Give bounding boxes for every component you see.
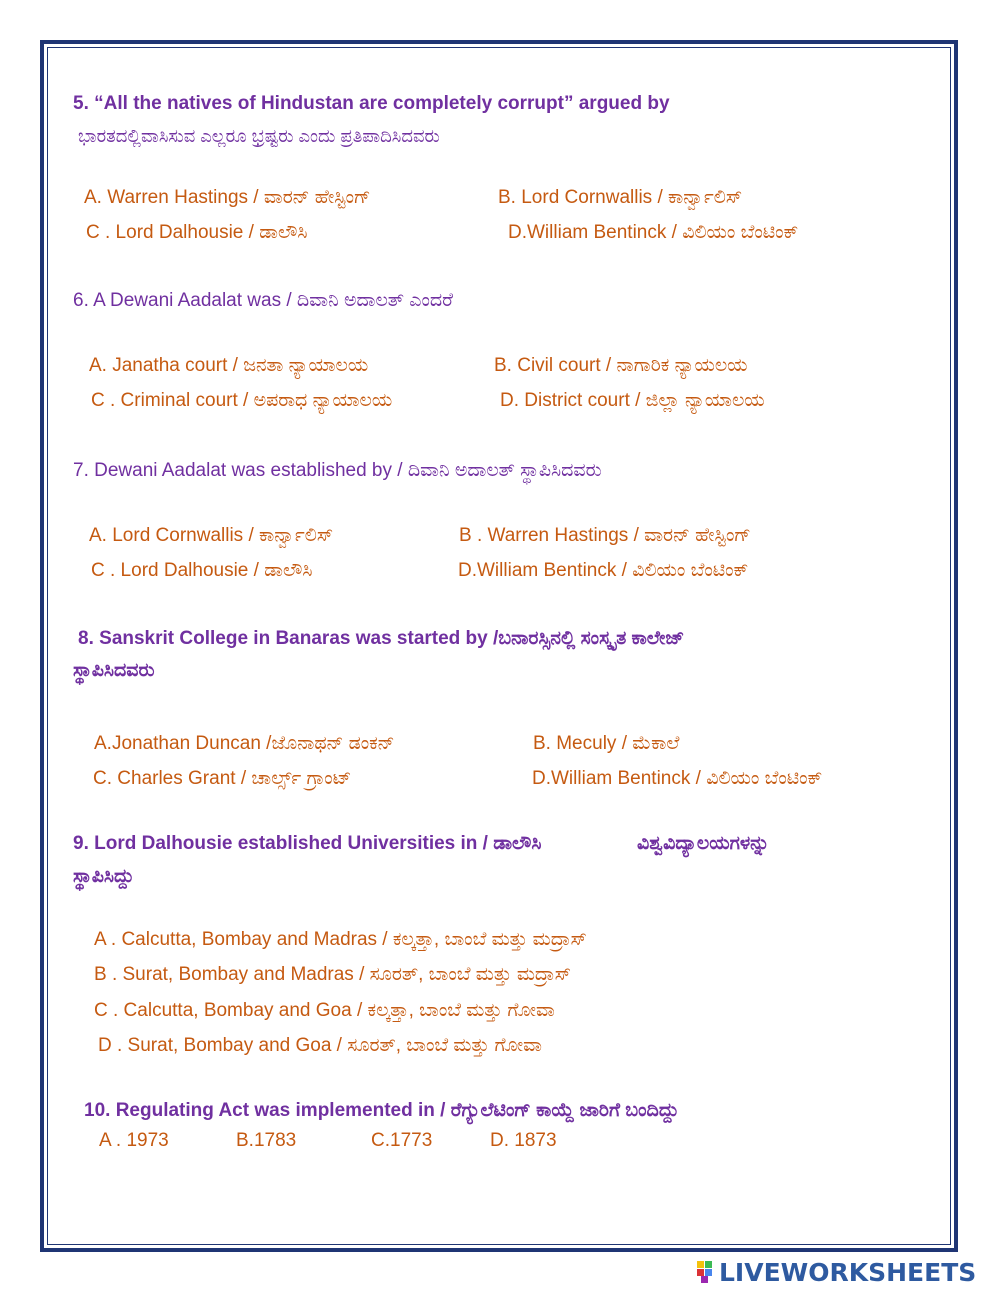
q5-option-c[interactable]: C . Lord Dalhousie / ಡಾಲೌಸಿ [86,222,308,243]
q7-option-c[interactable]: C . Lord Dalhousie / ಡಾಲೌಸಿ [91,560,313,581]
question-5-heading [73,93,670,115]
q9-option-a[interactable]: A . Calcutta, Bombay and Madras / ಕಲ್ಕತ್ತಾ, ಬಾಂಬೆ ಮತ್ತು ಮದ್ರಾಸ್ [94,929,587,950]
question-5-title: “All the natives of Hindustan are completely corrupt” argued by [94,93,670,114]
q8-option-b[interactable]: B. Meculy / ಮೆಕಾಲೆ [533,733,680,754]
question-8-number: 8. [78,628,94,649]
question-10-heading [84,1100,679,1122]
question-8-title: Sanskrit College in Banaras was started by /ಬನಾರಸ್ಸಿನಲ್ಲಿ ಸಂಸ್ಕೃತ ಕಾಲೇಜ್ [99,628,685,649]
q9-option-b[interactable]: B . Surat, Bombay and Madras / ಸೂರತ್, ಬಾಂಬೆ ಮತ್ತು ಮದ್ರಾಸ್ [94,964,571,985]
question-5-number: 5. [73,93,89,114]
q6-option-a[interactable]: A. Janatha court / ಜನತಾ ನ್ಯಾಯಾಲಯ [89,355,369,376]
q5-option-b[interactable]: B. Lord Cornwallis / ಕಾರ್ನ್ವಾಲಿಸ್ [498,187,743,208]
question-10-number: 10. [84,1100,111,1121]
q5-option-a[interactable]: A. Warren Hastings / ವಾರನ್ ಹೇಸ್ಟಿಂಗ್ [84,187,371,208]
q9-option-d[interactable]: D . Surat, Bombay and Goa / ಸೂರತ್, ಬಾಂಬೆ ಮತ್ತು ಗೋವಾ [98,1035,543,1056]
q7-option-a[interactable]: A. Lord Cornwallis / ಕಾರ್ನ್ವಾಲಿಸ್ [89,525,334,546]
question-6-heading [73,290,453,312]
q6-option-d[interactable]: D. District court / ಜಿಲ್ಲಾ ನ್ಯಾಯಾಲಯ [500,390,765,411]
question-7-number: 7. [73,460,89,481]
q10-option-b[interactable]: B.1783 [236,1130,297,1151]
question-9-kannada-right: ವಿಶ್ವವಿದ್ಯಾಲಯಗಳನ್ನು [637,833,770,854]
question-5-kannada: ಭಾರತದಲ್ಲಿವಾಸಿಸುವ ಎಲ್ಲರೂ ಭ್ರಷ್ಟರು ಎಂದು ಪ್ರತಿಪಾದಿಸಿದವರು [78,126,440,146]
q10-option-a[interactable]: A . 1973 [99,1130,169,1151]
question-6-title: A Dewani Aadalat was / ದಿವಾನಿ ಅದಾಲತ್ ಎಂದರೆ [93,290,453,311]
q10-option-c[interactable]: C.1773 [371,1130,433,1151]
question-7-heading [73,460,602,482]
question-9-title: Lord Dalhousie established Universities in / ಡಾಲೌಸಿ [94,833,542,854]
liveworksheets-mark-icon [697,1261,715,1283]
q9-option-c[interactable]: C . Calcutta, Bombay and Goa / ಕಲ್ಕತ್ತಾ, ಬಾಂಬೆ ಮತ್ತು ಗೋವಾ [94,1000,555,1021]
liveworksheets-logo [697,1259,976,1285]
question-7-title: Dewani Aadalat was established by / ದಿವಾನಿ ಅದಾಲತ್ ಸ್ಥಾಪಿಸಿದವರು [94,460,602,481]
q7-option-b[interactable]: B . Warren Hastings / ವಾರನ್ ಹೇಸ್ಟಿಂಗ್ [459,525,751,546]
question-9-kannada: ಸ್ಥಾಪಿಸಿದ್ದು [73,866,135,887]
q6-option-c[interactable]: C . Criminal court / ಅಪರಾಧ ನ್ಯಾಯಾಲಯ [91,390,393,411]
question-9-heading [73,833,542,855]
q8-option-d[interactable]: D.William Bentinck / ವಿಲಿಯಂ ಬೆಂಟಿಂಕ್ [532,768,823,789]
q10-option-d[interactable]: D. 1873 [490,1130,557,1151]
q8-option-c[interactable]: C. Charles Grant / ಚಾರ್ಲ್ಸ್ ಗ್ರಾಂಟ್ [93,768,352,789]
q7-option-d[interactable]: D.William Bentinck / ವಿಲಿಯಂ ಬೆಂಟಿಂಕ್ [458,560,749,581]
question-9-number: 9. [73,833,89,854]
q6-option-b[interactable]: B. Civil court / ನಾಗಾರಿಕ ನ್ಯಾಯಲಯ [494,355,748,376]
q5-option-d[interactable]: D.William Bentinck / ವಿಲಿಯಂ ಬೆಂಟಿಂಕ್ [508,222,799,243]
question-10-title: Regulating Act was implemented in / ರೆಗ್ಯುಲೆಟಿಂಗ್ ಕಾಯ್ದೆ ಜಾರಿಗೆ ಬಂದಿದ್ದು [115,1100,679,1121]
question-8-heading [78,628,684,650]
liveworksheets-wordmark: LIVEWORKSHEETS [719,1257,977,1287]
question-8-kannada: ಸ್ಥಾಪಿಸಿದವರು [73,660,155,681]
question-6-number: 6. [73,290,89,311]
q8-option-a[interactable]: A.Jonathan Duncan /ಜೊನಾಥನ್ ಡಂಕನ್ [94,733,395,754]
